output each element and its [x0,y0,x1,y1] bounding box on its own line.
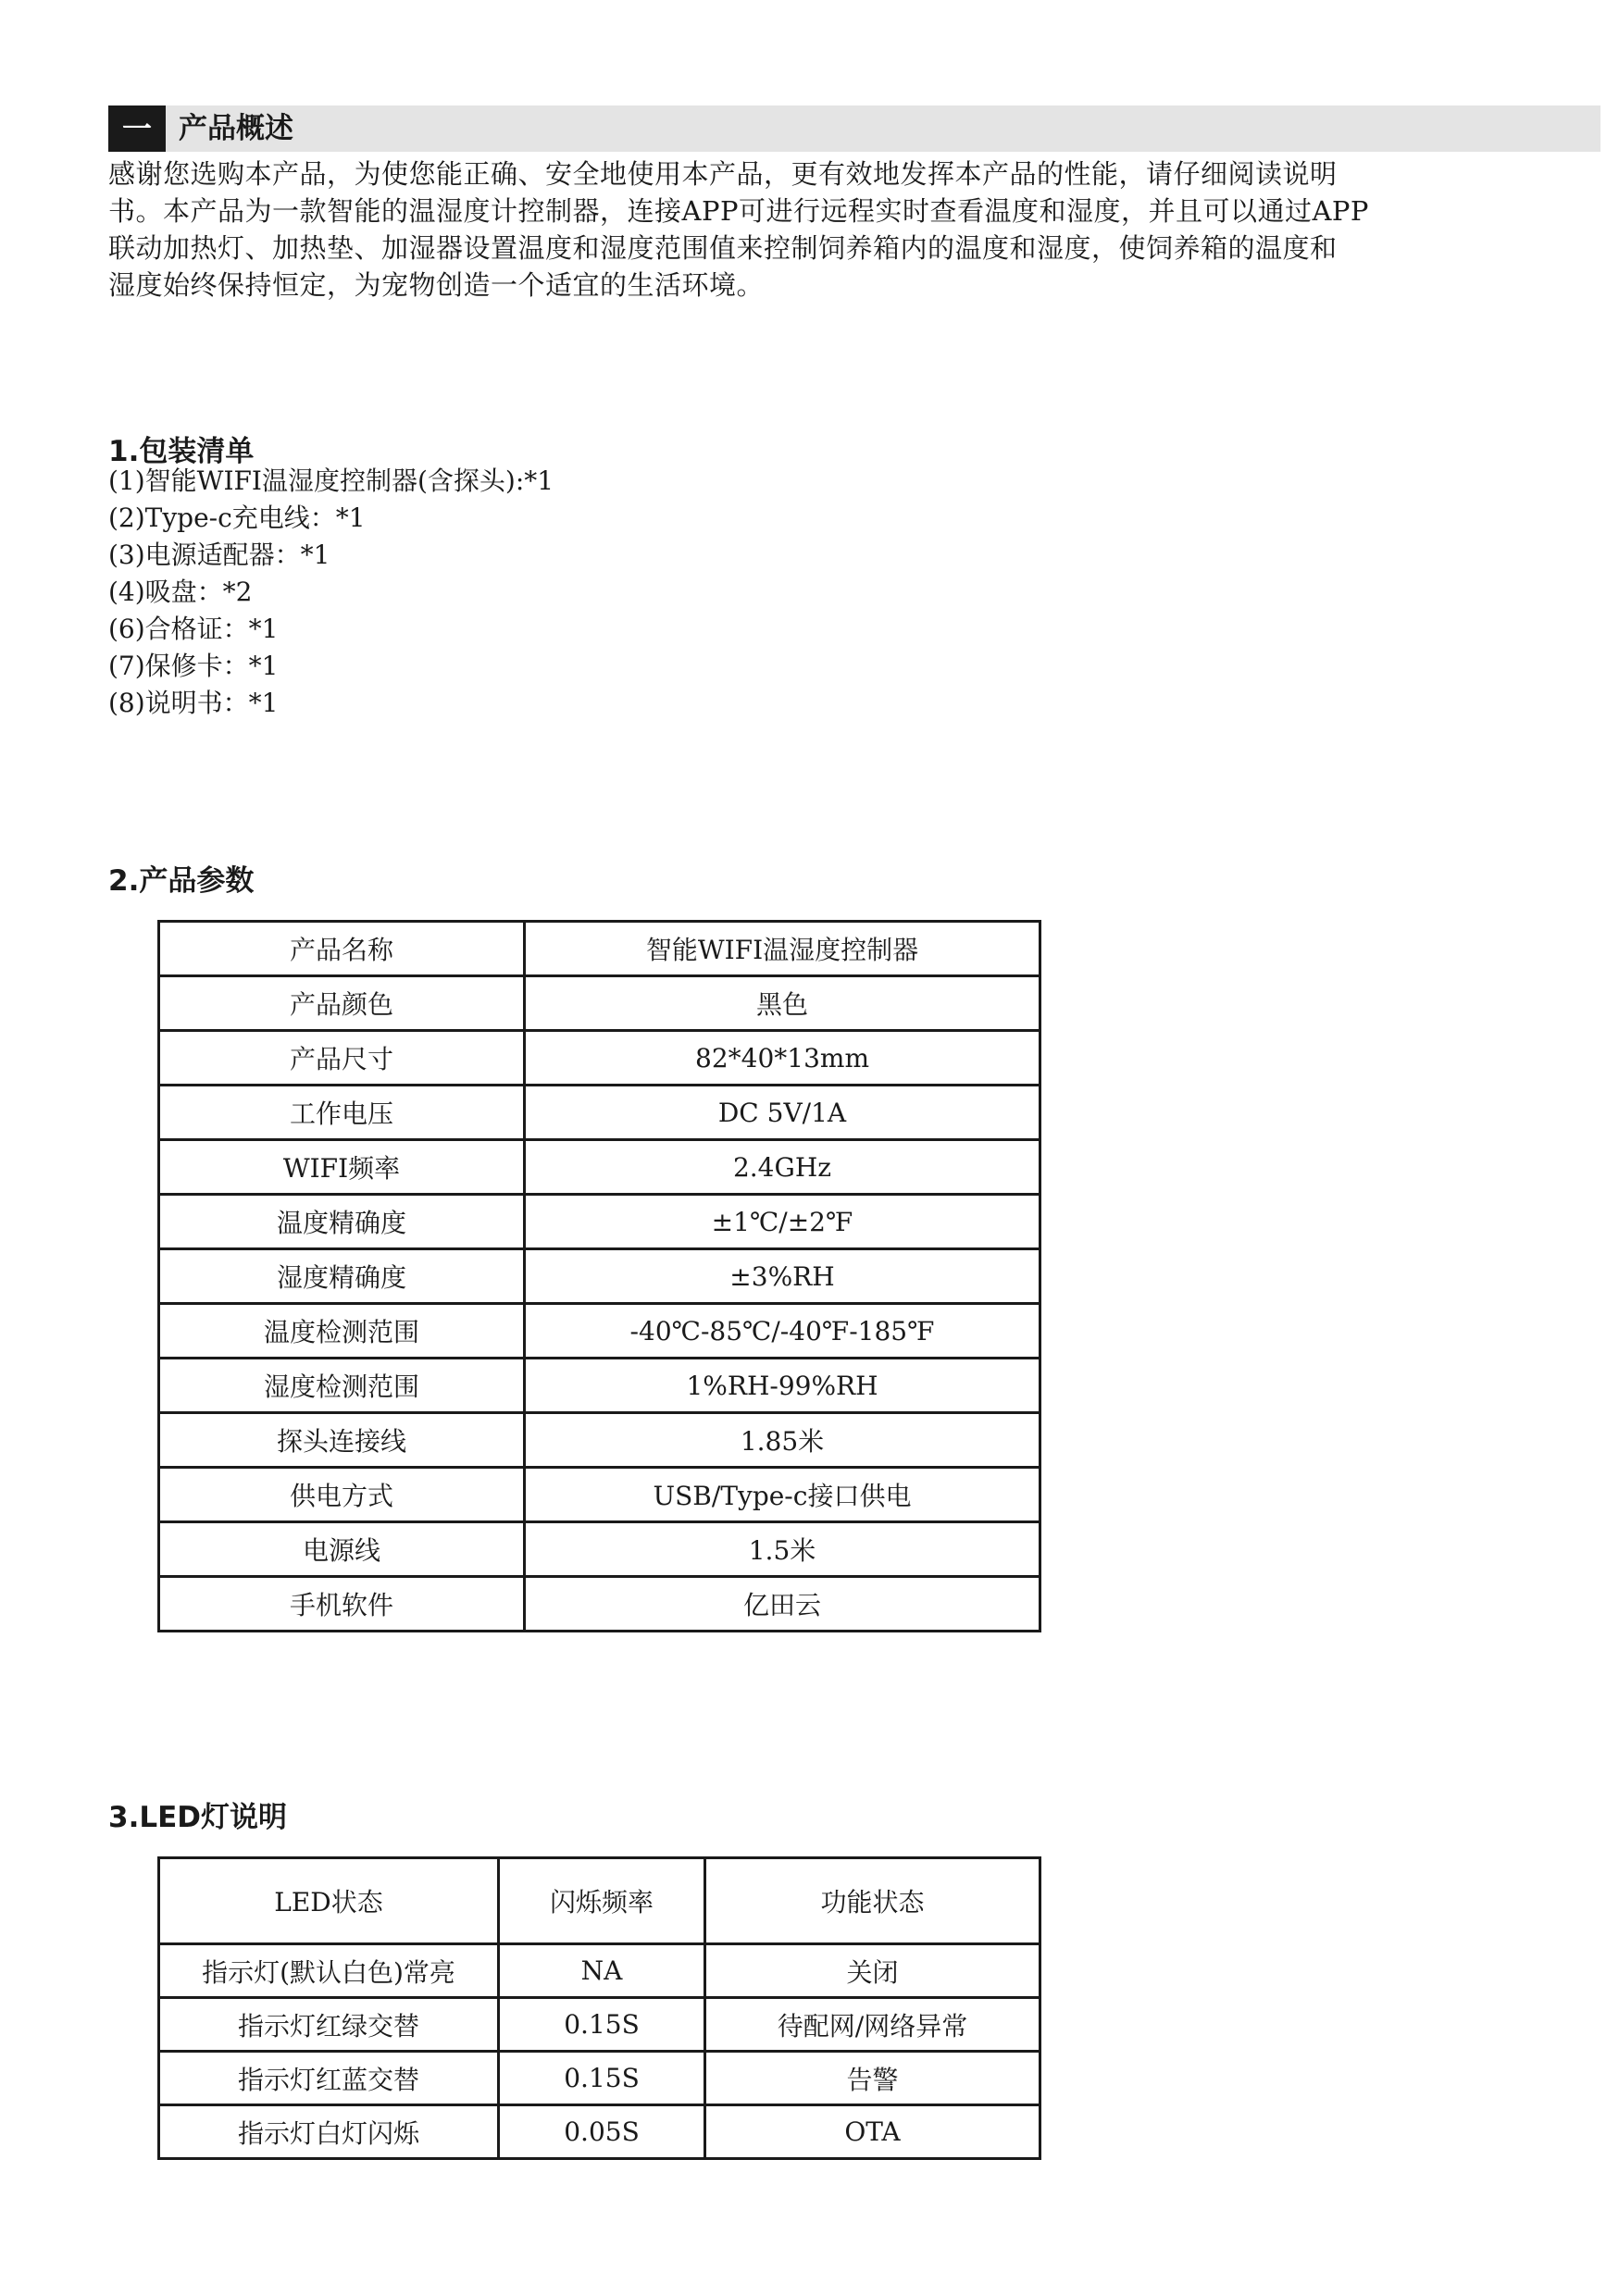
column-header: 功能状态 [705,1858,1040,1944]
packing-list-item: (8)说明书：*1 [108,688,279,718]
table-row [159,1522,1040,1577]
param-value: ±3%RH [525,1249,1040,1304]
param-value: 82*40*13mm [525,1031,1040,1086]
param-name: 湿度检测范围 [159,1359,525,1413]
led-function: 告警 [705,2052,1040,2105]
table-row [159,1304,1040,1359]
intro-line: 书。本产品为一款智能的温湿度计控制器，连接APP可进行远程实时查看温度和湿度，并且可以通过APP [108,195,1369,227]
param-value: 1.85米 [525,1413,1040,1468]
led-table [157,1856,1041,2160]
packing-list-item: (7)保修卡：*1 [108,651,279,681]
section-header-bar [108,105,1600,152]
led-function: OTA [705,2105,1040,2159]
param-name: 湿度精确度 [159,1249,525,1304]
param-name: 工作电压 [159,1086,525,1140]
param-value: ±1℃/±2℉ [525,1195,1040,1249]
table-row [159,1359,1040,1413]
intro-paragraph [108,155,1497,304]
led-heading: 3.LED灯说明 [108,1801,288,1834]
table-row [159,1031,1040,1086]
table-row [159,1413,1040,1468]
packing-list-item: (6)合格证：*1 [108,614,279,644]
param-name: 产品尺寸 [159,1031,525,1086]
param-name: 产品颜色 [159,976,525,1031]
table-row [159,1086,1040,1140]
param-value: 1.5米 [525,1522,1040,1577]
intro-line: 湿度始终保持恒定，为宠物创造一个适宜的生活环境。 [108,269,765,301]
params-table [157,920,1041,1632]
led-frequency: 0.15S [499,2052,705,2105]
param-value: 2.4GHz [525,1140,1040,1195]
led-function: 关闭 [705,1944,1040,1998]
param-name: 温度精确度 [159,1195,525,1249]
param-value: -40℃-85℃/-40℉-185℉ [525,1304,1040,1359]
table-row [159,1249,1040,1304]
packing-list-item: (1)智能WIFI温湿度控制器(含探头):*1 [108,465,554,496]
table-row [159,2105,1040,2159]
table-row [159,1140,1040,1195]
param-value: 亿田云 [525,1577,1040,1632]
packing-list [108,463,554,722]
param-name: 探头连接线 [159,1413,525,1468]
params-heading: 2.产品参数 [108,864,255,898]
intro-line: 感谢您选购本产品，为使您能正确、安全地使用本产品，更有效地发挥本产品的性能，请仔细阅读说明 [108,158,1338,190]
param-name: 产品名称 [159,922,525,976]
section-number: 一 [108,105,166,152]
param-name: 温度检测范围 [159,1304,525,1359]
led-status: 指示灯(默认白色)常亮 [159,1944,499,1998]
param-value: 1%RH-99%RH [525,1359,1040,1413]
column-header: 闪烁频率 [499,1858,705,1944]
packing-list-heading: 1.包装清单 [108,435,255,468]
table-row [159,1195,1040,1249]
table-row [159,976,1040,1031]
param-value: USB/Type-c接口供电 [525,1468,1040,1522]
led-status: 指示灯红蓝交替 [159,2052,499,2105]
param-name: 供电方式 [159,1468,525,1522]
param-value: 黑色 [525,976,1040,1031]
table-row [159,1468,1040,1522]
led-function: 待配网/网络异常 [705,1998,1040,2052]
param-name: 手机软件 [159,1577,525,1632]
led-status: 指示灯白灯闪烁 [159,2105,499,2159]
packing-list-item: (3)电源适配器：*1 [108,540,330,570]
section-title: 产品概述 [179,112,293,145]
table-row [159,1944,1040,1998]
led-frequency: 0.15S [499,1998,705,2052]
intro-line: 联动加热灯、加热垫、加湿器设置温度和湿度范围值来控制饲养箱内的温度和湿度，使饲养箱的温度和 [108,232,1338,264]
packing-list-item: (4)吸盘：*2 [108,577,253,607]
table-row [159,2052,1040,2105]
param-value: 智能WIFI温湿度控制器 [525,922,1040,976]
param-name: 电源线 [159,1522,525,1577]
param-name: WIFI频率 [159,1140,525,1195]
column-header: LED状态 [159,1858,499,1944]
table-header-row [159,1858,1040,1944]
table-row [159,1577,1040,1632]
table-row [159,1998,1040,2052]
table-row [159,922,1040,976]
param-value: DC 5V/1A [525,1086,1040,1140]
led-status: 指示灯红绿交替 [159,1998,499,2052]
packing-list-item: (2)Type-c充电线：*1 [108,503,366,533]
led-frequency: 0.05S [499,2105,705,2159]
led-frequency: NA [499,1944,705,1998]
